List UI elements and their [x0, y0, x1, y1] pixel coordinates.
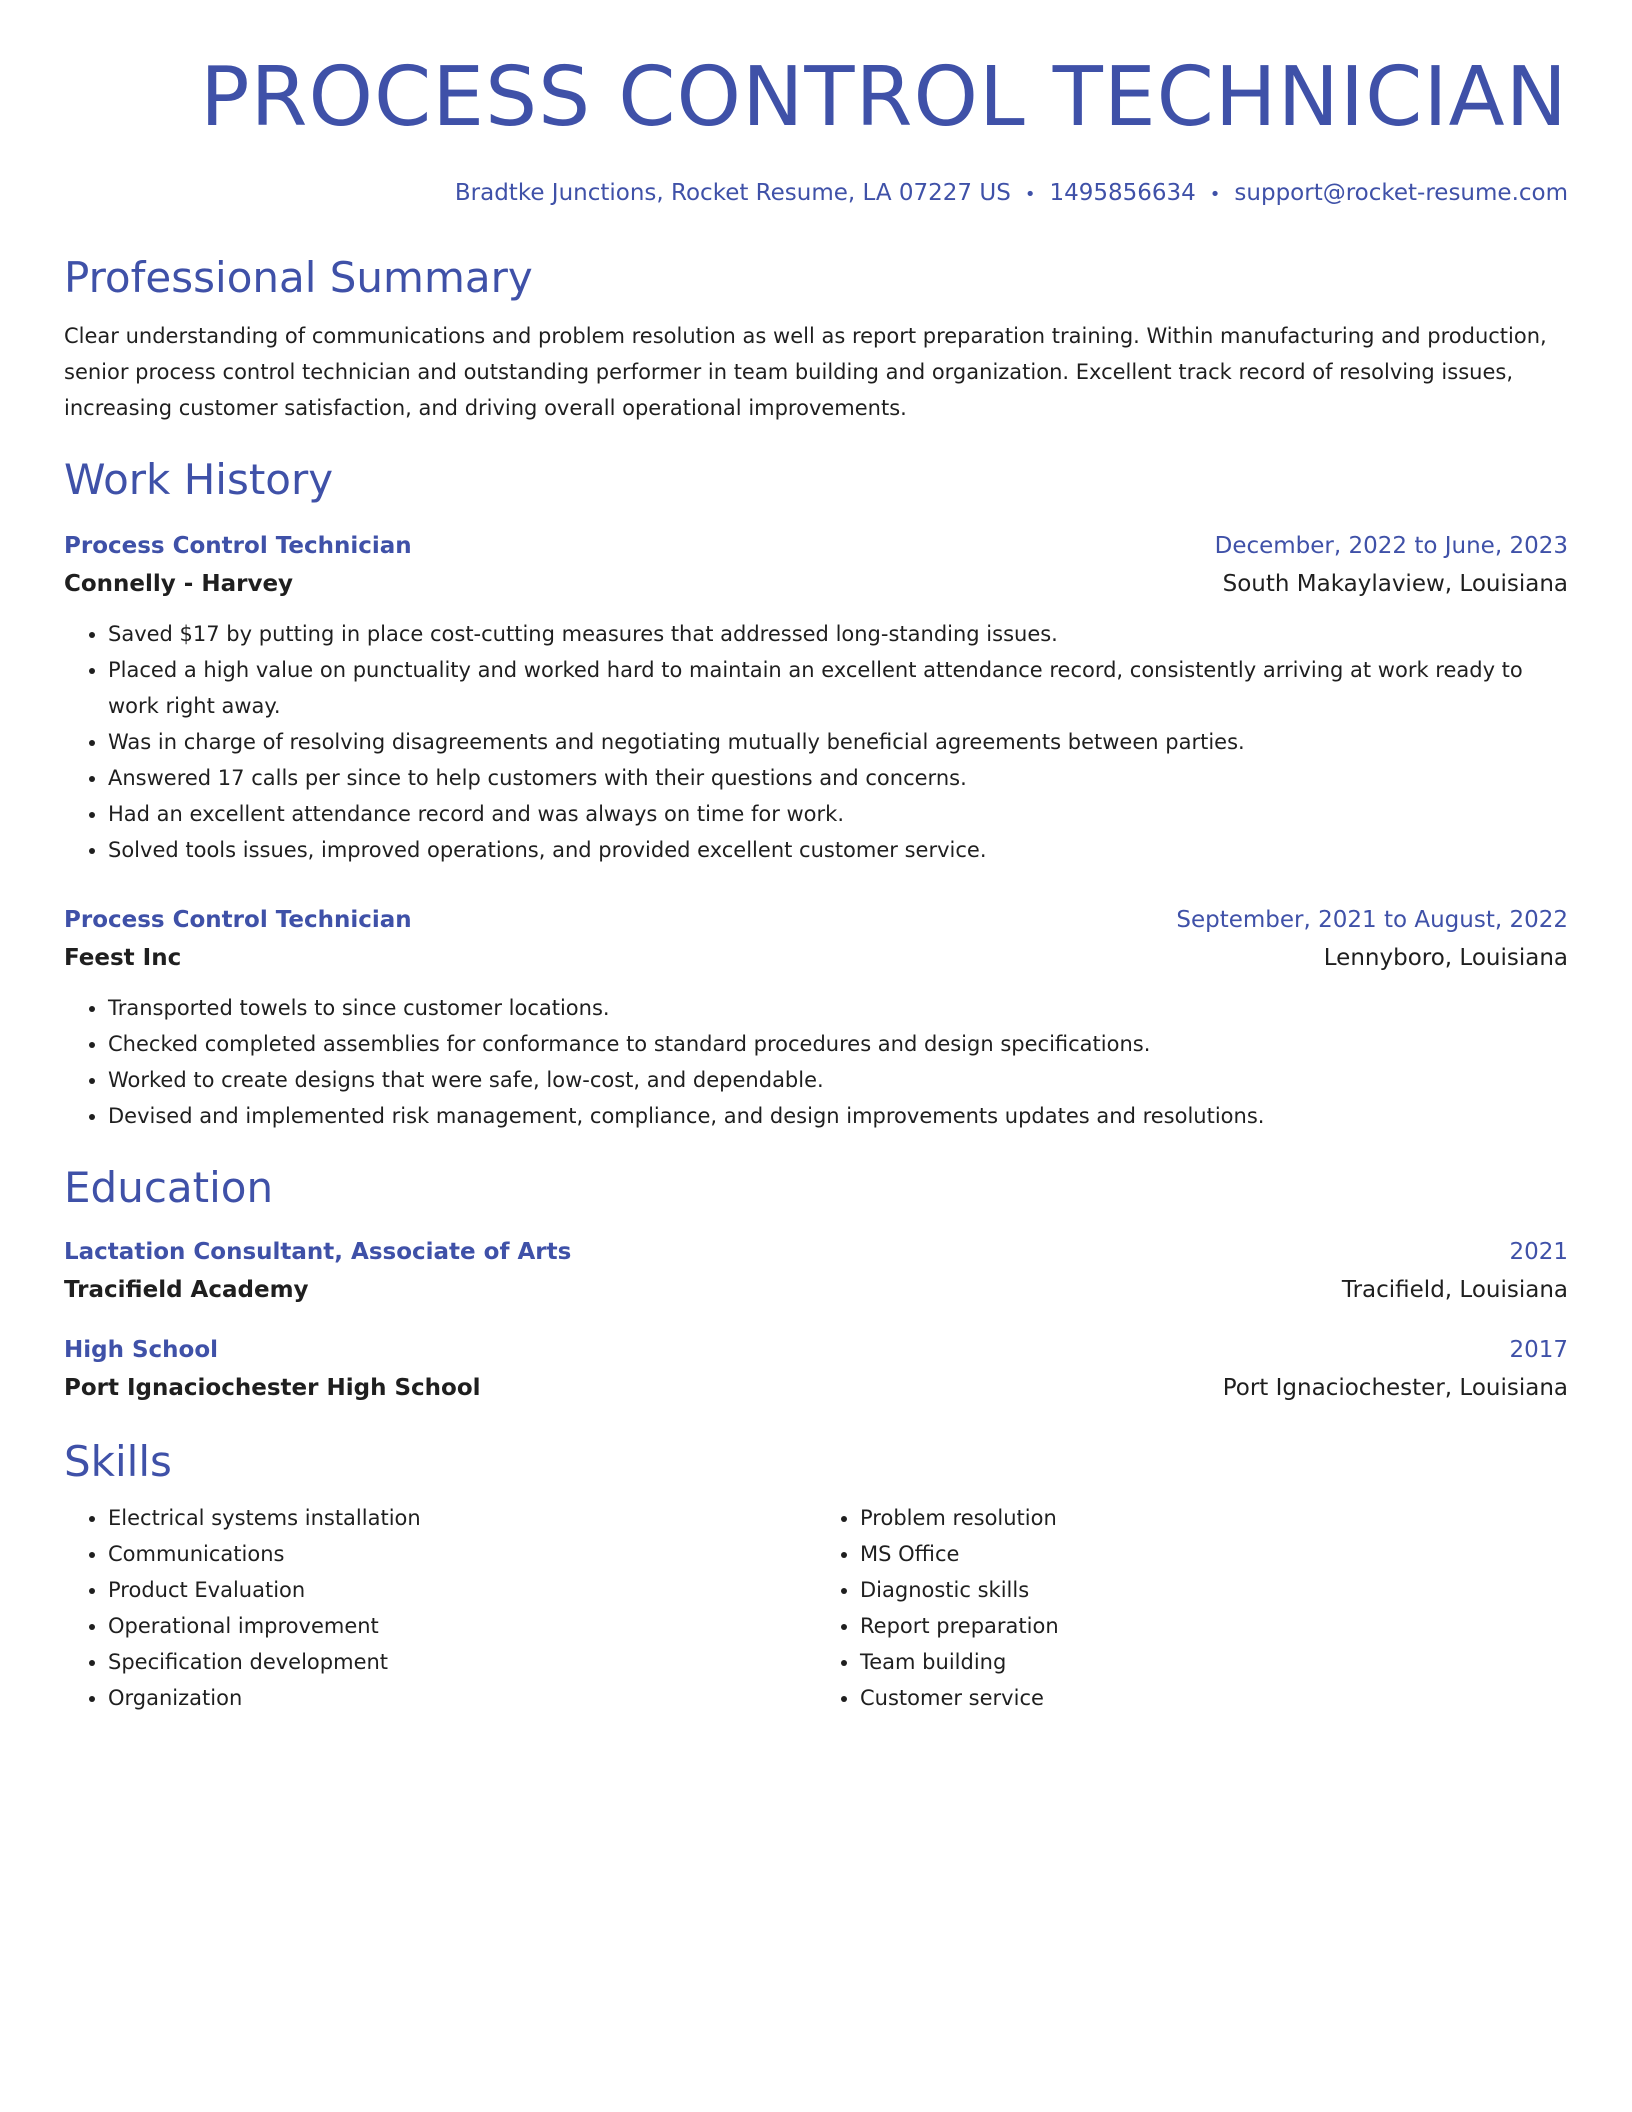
- work-history-heading: Work History: [64, 455, 334, 504]
- education-subheader: [64, 1270, 1568, 1310]
- contact-address: Bradtke Junctions, Rocket Resume, LA 07227 US: [454, 180, 1011, 206]
- job-entry: [64, 528, 1568, 868]
- job-bullet: • Transported towels to since customer locations.: [108, 990, 1568, 1026]
- job-location: South Makaylaview, Louisiana: [1222, 571, 1568, 597]
- education-entry: [64, 1234, 1568, 1310]
- education-location: Tracifield, Louisiana: [1341, 1277, 1568, 1303]
- education-entry: [64, 1332, 1568, 1408]
- skills-column-right: [816, 1500, 1568, 1716]
- contact-separator: •: [1024, 184, 1036, 205]
- job-bullet: • Solved tools issues, improved operations, and provided excellent customer service.: [108, 832, 1568, 868]
- education-school: Tracifield Academy: [64, 1277, 309, 1303]
- skill-item: • Specification development: [108, 1644, 816, 1680]
- education-header: [64, 1234, 1568, 1270]
- skill-item: • Customer service: [860, 1680, 1568, 1716]
- job-location: Lennyboro, Louisiana: [1323, 945, 1568, 971]
- education-header: [64, 1332, 1568, 1368]
- education-subheader: [64, 1368, 1568, 1408]
- job-bullet: • Checked completed assemblies for conformance to standard procedures and design specifications.: [108, 1026, 1568, 1062]
- job-company: Feest Inc: [64, 945, 182, 971]
- education-degree: High School: [64, 1337, 219, 1363]
- education-school: Port Ignaciochester High School: [64, 1375, 481, 1401]
- skills-grid: [64, 1500, 1568, 1716]
- summary-heading: Professional Summary: [64, 253, 533, 302]
- skills-column-left: [64, 1500, 816, 1716]
- contact-line: [64, 178, 1568, 210]
- resume-title: PROCESS CONTROL TECHNICIAN: [200, 50, 1568, 145]
- job-dates: September, 2021 to August, 2022: [1176, 907, 1568, 933]
- skill-item: • Organization: [108, 1680, 816, 1716]
- education-heading: Education: [64, 1163, 274, 1212]
- job-header: [64, 902, 1568, 938]
- education-degree: Lactation Consultant, Associate of Arts: [64, 1239, 572, 1265]
- skill-item: • Operational improvement: [108, 1608, 816, 1644]
- job-header: [64, 528, 1568, 564]
- skills-heading: Skills: [64, 1437, 172, 1486]
- job-company: Connelly - Harvey: [64, 571, 294, 597]
- education-year: 2017: [1509, 1337, 1568, 1363]
- skill-item: • Product Evaluation: [108, 1572, 816, 1608]
- contact-separator: •: [1209, 184, 1221, 205]
- job-entry: [64, 902, 1568, 1134]
- job-dates: December, 2022 to June, 2023: [1214, 533, 1568, 559]
- contact-phone: 1495856634: [1049, 180, 1196, 206]
- job-title: Process Control Technician: [64, 907, 412, 933]
- job-bullet: • Was in charge of resolving disagreements and negotiating mutually beneficial agreements between parties.: [108, 724, 1568, 760]
- skill-item: • Team building: [860, 1644, 1568, 1680]
- contact-email: support@rocket-resume.com: [1234, 180, 1568, 206]
- skill-item: • Diagnostic skills: [860, 1572, 1568, 1608]
- job-title: Process Control Technician: [64, 533, 412, 559]
- job-bullet: • Placed a high value on punctuality and worked hard to maintain an excellent attendance record, consistently arriving at work ready to work right away.: [108, 652, 1568, 724]
- education-year: 2021: [1509, 1239, 1568, 1265]
- job-bullets: [64, 616, 1568, 868]
- skill-item: • Problem resolution: [860, 1500, 1568, 1536]
- skill-item: • Communications: [108, 1536, 816, 1572]
- education-location: Port Ignaciochester, Louisiana: [1222, 1375, 1568, 1401]
- job-bullets: [64, 990, 1568, 1134]
- job-bullet: • Devised and implemented risk management, compliance, and design improvements updates and resolutions.: [108, 1098, 1568, 1134]
- skill-item: • Report preparation: [860, 1608, 1568, 1644]
- job-bullet: • Answered 17 calls per since to help customers with their questions and concerns.: [108, 760, 1568, 796]
- job-bullet: • Had an excellent attendance record and was always on time for work.: [108, 796, 1568, 832]
- skill-item: • Electrical systems installation: [108, 1500, 816, 1536]
- summary-text: Clear understanding of communications and problem resolution as well as report preparation training. Within manufacturing and production, senior process control technician and outstanding performer in team building and organization. Excellent track record of resolving issues, increasing customer satisfaction, and driving overall operational improvements.: [64, 324, 1547, 420]
- job-subheader: [64, 564, 1568, 604]
- job-subheader: [64, 938, 1568, 978]
- job-bullet: • Worked to create designs that were safe, low-cost, and dependable.: [108, 1062, 1568, 1098]
- skill-item: • MS Office: [860, 1536, 1568, 1572]
- job-bullet: • Saved $17 by putting in place cost-cutting measures that addressed long-standing issues.: [108, 616, 1568, 652]
